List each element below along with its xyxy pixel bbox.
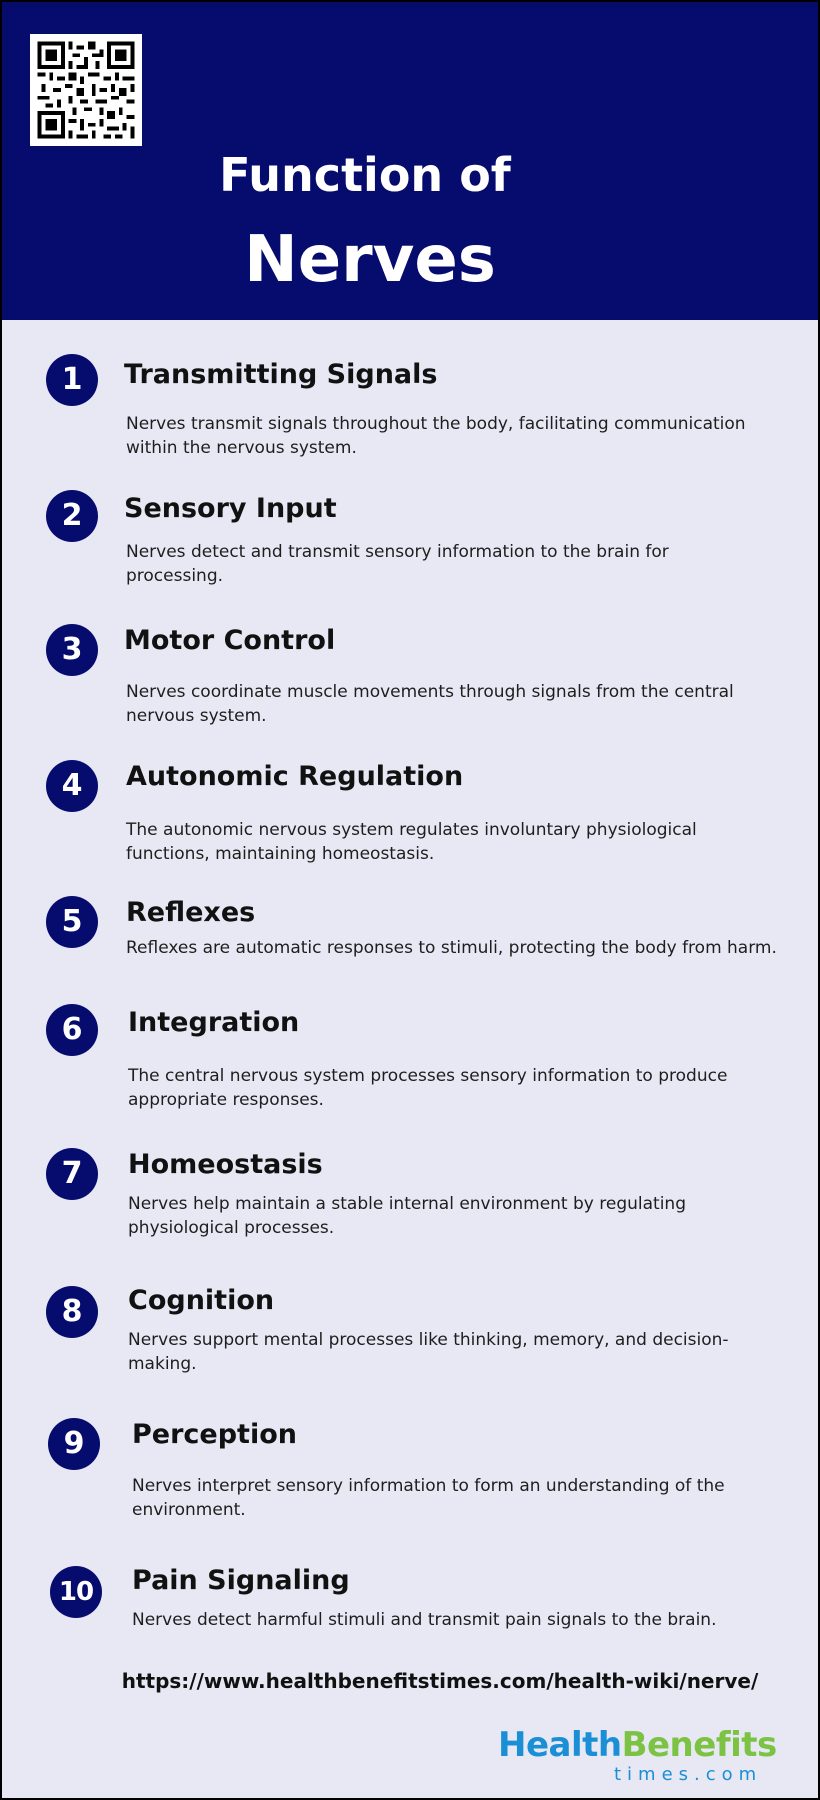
- item-description: Nerves help maintain a stable internal environment by regulating physiological processes.: [128, 1194, 686, 1238]
- item-title: Integration: [128, 1007, 300, 1038]
- item-title: Motor Control: [124, 625, 336, 656]
- number-badge: 5: [46, 896, 98, 948]
- item-title: Pain Signaling: [132, 1565, 350, 1596]
- number-badge: 6: [46, 1004, 98, 1056]
- title-line-1: Function of: [219, 148, 511, 202]
- item-title: Perception: [132, 1419, 297, 1450]
- item-description: Nerves transmit signals throughout the body, facilitating communication within the nervous system.: [126, 414, 746, 458]
- item-title: Autonomic Regulation: [126, 761, 464, 792]
- item-description: Nerves detect harmful stimuli and transmit pain signals to the brain.: [132, 1610, 717, 1630]
- number-badge: 1: [46, 354, 98, 406]
- brand-logo: [498, 1724, 778, 1794]
- item-description: The autonomic nervous system regulates involuntary physiological functions, maintaining homeostasis.: [126, 820, 697, 864]
- number-badge: 8: [46, 1286, 98, 1338]
- source-url: https://www.healthbenefitstimes.com/health-wiki/nerve/: [121, 1669, 759, 1693]
- number-badge: 3: [46, 624, 98, 676]
- item-description: The central nervous system processes sensory information to produce appropriate responses.: [128, 1066, 728, 1110]
- number-badge: 9: [48, 1418, 100, 1470]
- logo-benefits-text: Benefits: [621, 1725, 777, 1765]
- item-title: Transmitting Signals: [124, 359, 438, 390]
- item-title: Homeostasis: [128, 1149, 323, 1180]
- qr-code-icon: [30, 34, 142, 146]
- item-description: Nerves detect and transmit sensory information to the brain for processing.: [126, 542, 669, 586]
- item-description: Nerves interpret sensory information to form an understanding of the environment.: [132, 1476, 725, 1520]
- title-line-2: Nerves: [244, 223, 496, 297]
- number-badge: 2: [46, 490, 98, 542]
- item-description: Nerves support mental processes like thinking, memory, and decision-making.: [128, 1330, 729, 1374]
- item-description: Reflexes are automatic responses to stimuli, protecting the body from harm.: [126, 938, 777, 958]
- number-badge: 4: [46, 760, 98, 812]
- logo-subtext: times.com: [614, 1764, 763, 1785]
- number-badge: 7: [46, 1148, 98, 1200]
- number-badge: 10: [50, 1566, 102, 1618]
- item-title: Reflexes: [126, 897, 256, 928]
- item-description: Nerves coordinate muscle movements through signals from the central nervous system.: [126, 682, 734, 726]
- logo-health-text: Health: [498, 1725, 622, 1765]
- header-banner: [2, 2, 818, 320]
- logo-wordmark: [498, 1724, 777, 1766]
- item-title: Cognition: [128, 1285, 275, 1316]
- item-title: Sensory Input: [124, 493, 337, 524]
